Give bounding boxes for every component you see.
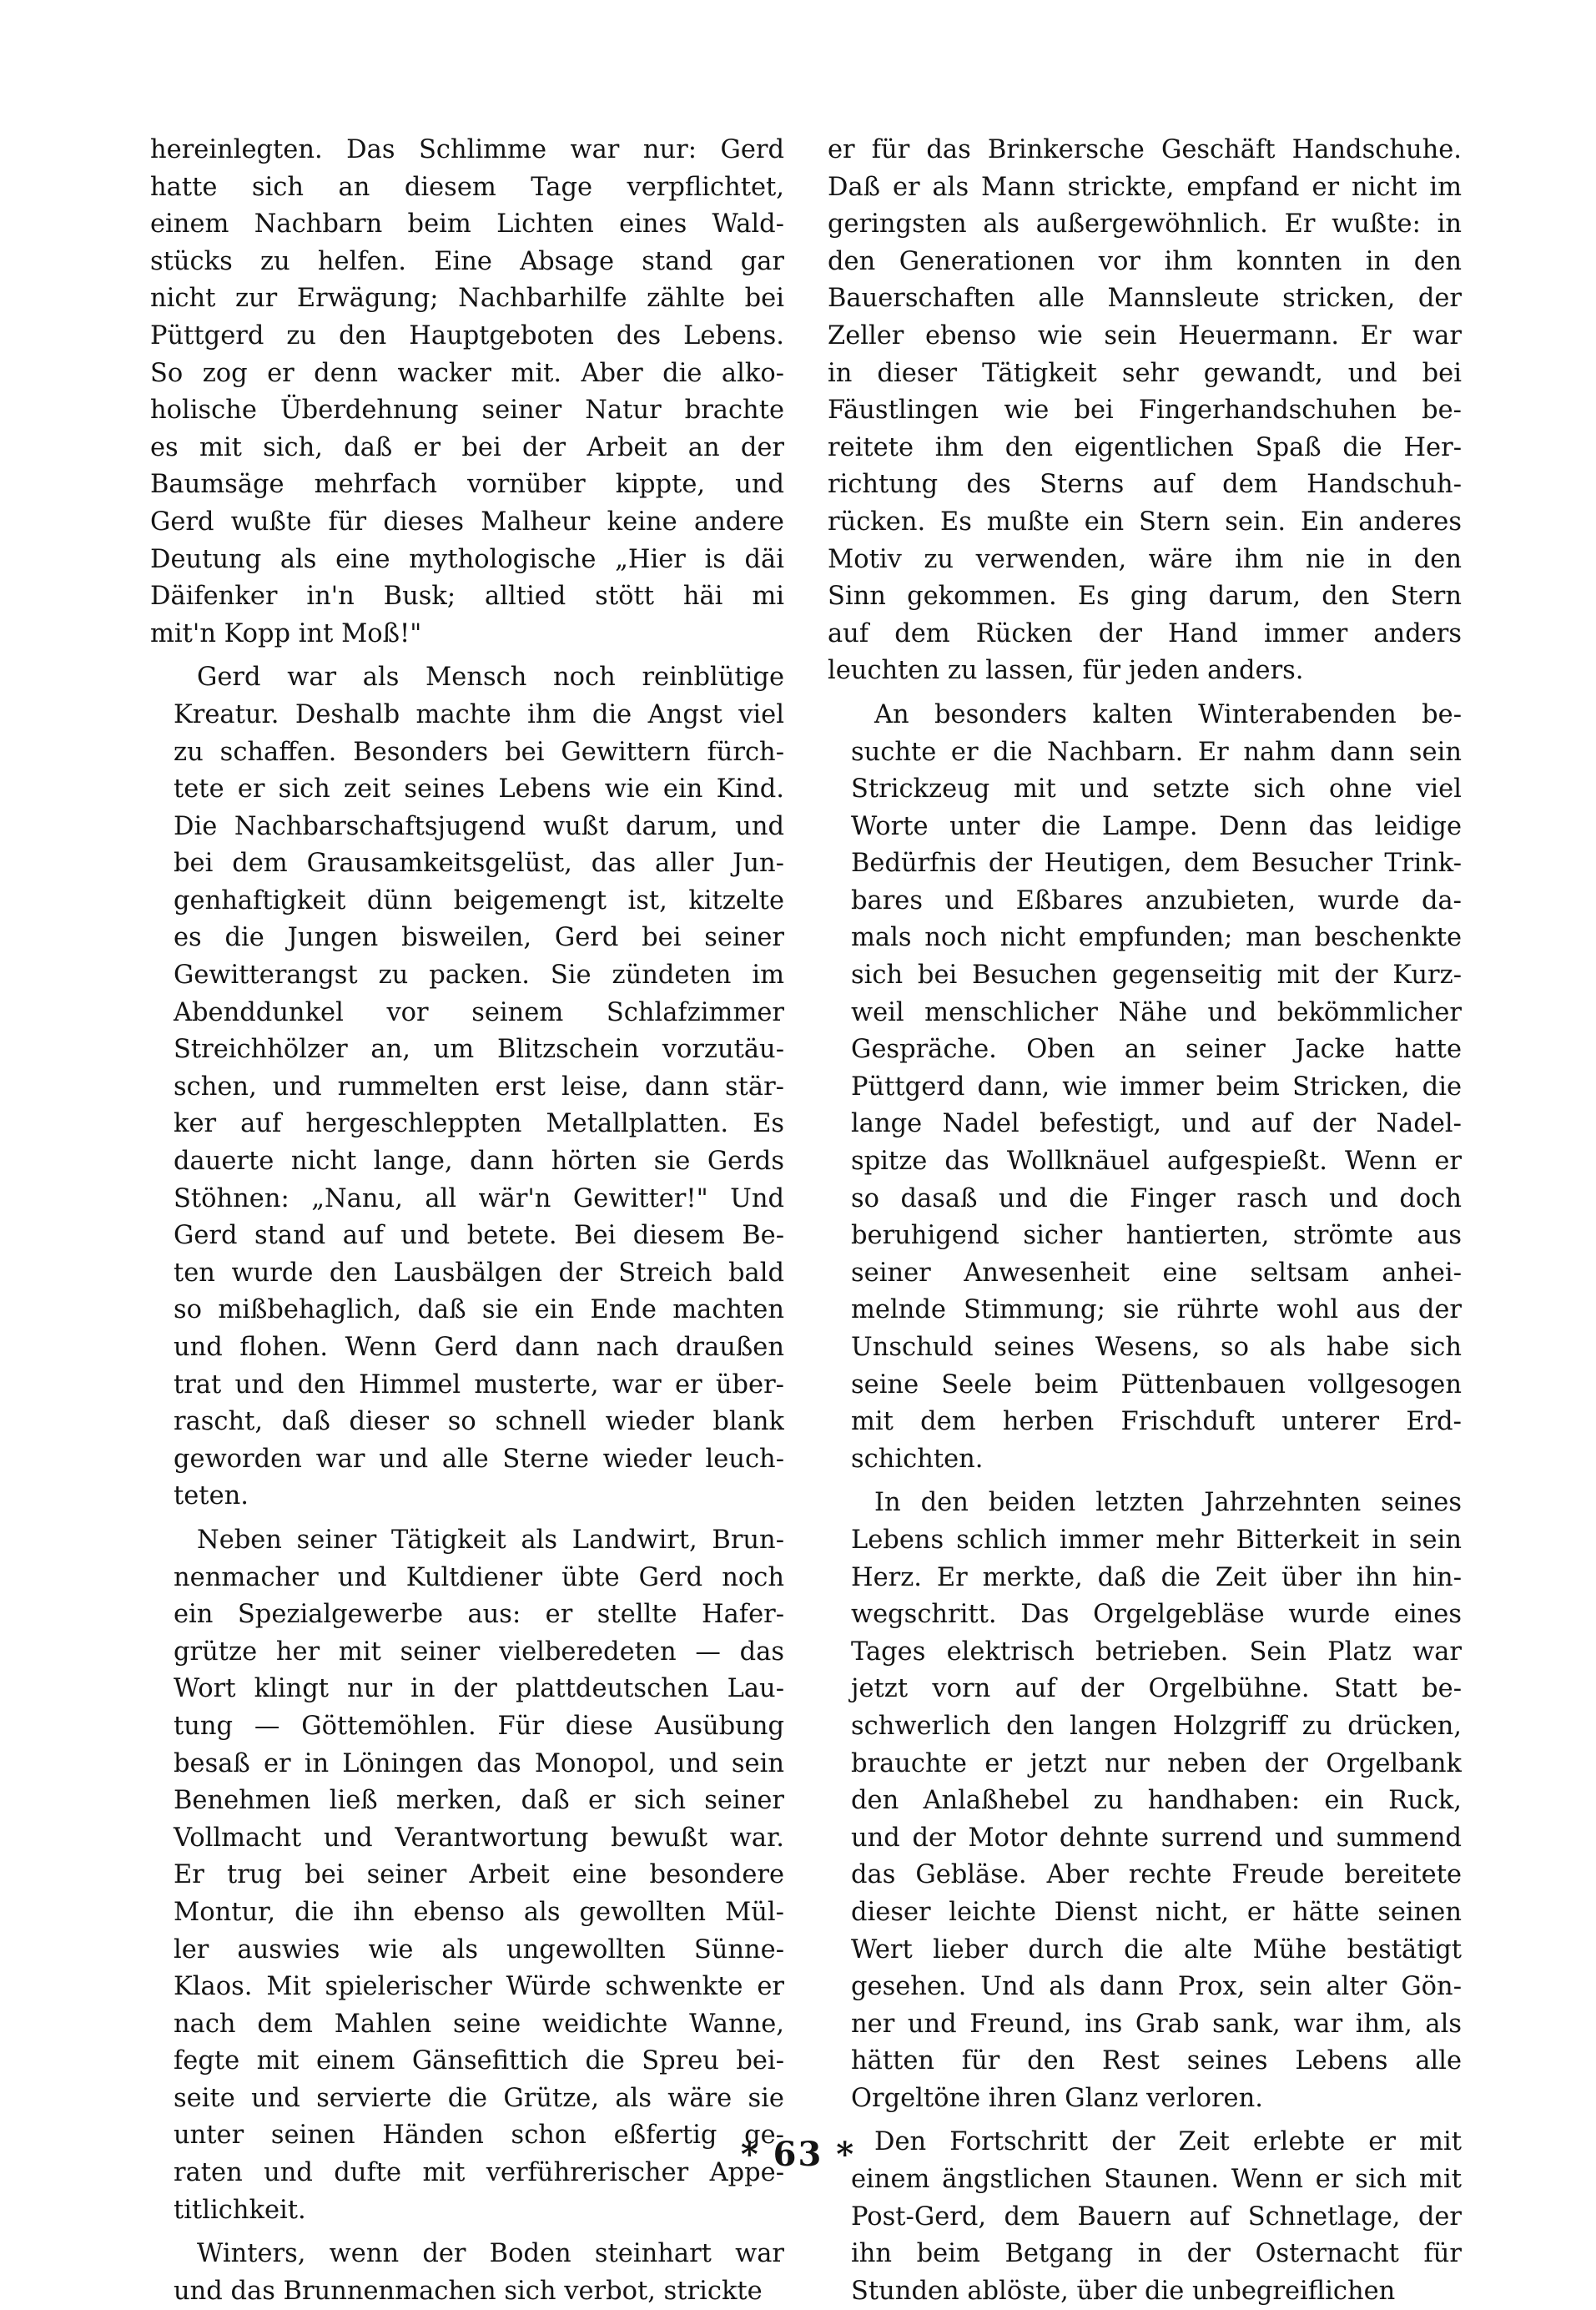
text-line: Neben seiner Tätigkeit als Landwirt, Brun-: [197, 1525, 784, 1555]
text-line: Stunden ablöste, über die unbegreiflichen: [851, 2276, 1396, 2306]
paragraph: [150, 1522, 784, 2229]
text-line: nach dem Mahlen seine weidichte Wanne,: [174, 2009, 784, 2039]
text-line: Strickzeug mit und setzte sich ohne viel: [851, 774, 1462, 804]
text-line: hereinlegten. Das Schlimme war nur: Gerd: [150, 135, 784, 164]
text-line: tete er sich zeit seines Lebens wie ein Kind.: [174, 774, 784, 804]
text-line: genhaftigkeit dünn beigemengt ist, kitzelte: [174, 885, 784, 915]
text-line: dauerte nicht lange, dann hörten sie Gerds: [174, 1147, 784, 1177]
text-line: seiner Anwesenheit eine seltsam anhei-: [851, 1258, 1462, 1288]
text-line: Er trug bei seiner Arbeit eine besondere: [174, 1860, 784, 1890]
text-line: Deutung als eine mythologische „Hier is däi: [150, 544, 784, 574]
text-line: brauchte er jetzt nur neben der Orgelbank: [851, 1748, 1462, 1778]
left-text-column: [150, 132, 784, 2310]
text-line: rücken. Es mußte ein Stern sein. Ein anderes: [828, 507, 1462, 537]
text-line: ten wurde den Lausbälgen der Streich bald: [174, 1258, 784, 1288]
text-line: so dasaß und die Finger rasch und doch: [851, 1183, 1462, 1213]
text-line: fegte mit einem Gänsefittich die Spreu bei-: [174, 2046, 784, 2076]
text-line: Wert lieber durch die alte Mühe bestätigt: [851, 1934, 1462, 1965]
text-line: ker auf hergeschleppten Metallplatten. Es: [174, 1109, 784, 1139]
text-line: das Gebläse. Aber rechte Freude bereitete: [851, 1860, 1462, 1890]
text-line: nicht zur Erwägung; Nachbarhilfe zählte bei: [150, 284, 784, 314]
text-line: tung — Göttemöhlen. Für diese Ausübung: [174, 1711, 784, 1741]
text-line: zu schaffen. Besonders bei Gewittern fürch-: [174, 737, 784, 767]
text-line: Orgeltöne ihren Glanz verloren.: [851, 2083, 1263, 2113]
text-line: den Anlaßhebel zu handhaben: ein Ruck,: [851, 1786, 1462, 1816]
text-line: schen, und rummelten erst leise, dann stär-: [174, 1072, 784, 1102]
text-line: rascht, daß dieser so schnell wieder blank: [174, 1407, 784, 1437]
text-line: geworden war und alle Sterne wieder leuch-: [174, 1444, 784, 1474]
text-line: Gerd stand auf und betete. Bei diesem Be-: [174, 1221, 784, 1251]
right-text-column: [828, 132, 1462, 2310]
text-line: mit dem herben Frischduft unterer Erd-: [851, 1407, 1462, 1437]
text-line: bei dem Grausamkeitsgelüst, das aller Jun-: [174, 849, 784, 879]
text-line: raten und dufte mit verführerischer Appe-: [174, 2158, 784, 2188]
text-line: Post-Gerd, dem Bauern auf Schnetlage, der: [851, 2202, 1462, 2232]
text-line: mals noch nicht empfunden; man beschenkte: [851, 923, 1462, 953]
text-line: besaß er in Löningen das Monopol, und sein: [174, 1748, 784, 1778]
paragraph: [150, 659, 784, 1516]
text-line: einem ängstlichen Staunen. Wenn er sich mit: [851, 2165, 1462, 2195]
text-line: Den Fortschritt der Zeit erlebte er mit: [874, 2127, 1462, 2157]
text-line: hatte sich an diesem Tage verpflichtet,: [150, 172, 784, 202]
text-line: seite und servierte die Grütze, als wäre sie: [174, 2083, 784, 2113]
text-line: mit'n Kopp int Moß!": [150, 618, 422, 648]
text-line: Bedürfnis der Heutigen, dem Besucher Trink-: [851, 849, 1462, 879]
text-line: Daß er als Mann strickte, empfand er nicht im: [828, 172, 1462, 202]
text-line: Zeller ebenso wie sein Heuermann. Er war: [828, 320, 1462, 351]
text-line: und das Brunnenmachen sich verbot, strickte: [174, 2276, 763, 2306]
text-line: In den beiden letzten Jahrzehnten seines: [874, 1488, 1462, 1518]
text-line: beruhigend sicher hantierten, strömte aus: [851, 1221, 1462, 1251]
text-line: schwerlich den langen Holzgriff zu drücken,: [851, 1711, 1462, 1741]
text-line: er für das Brinkersche Geschäft Handschuhe.: [828, 135, 1462, 164]
text-line: Abenddunkel vor seinem Schlafzimmer: [174, 997, 784, 1027]
text-line: und der Motor dehnte surrend und summend: [851, 1823, 1462, 1853]
text-line: trat und den Himmel musterte, war er über-: [174, 1369, 784, 1400]
text-line: sich bei Besuchen gegenseitig mit der Kurz-: [851, 961, 1462, 991]
text-line: so mißbehaglich, daß sie ein Ende machten: [174, 1295, 784, 1325]
text-line: geringsten als außergewöhnlich. Er wußte: in: [828, 209, 1462, 240]
text-line: Montur, die ihn ebenso als gewollten Mül-: [174, 1897, 784, 1927]
text-line: stücks zu helfen. Eine Absage stand gar: [150, 246, 784, 276]
paragraph: [828, 697, 1462, 1478]
text-line: ein Spezialgewerbe aus: er stellte Hafer-: [174, 1600, 784, 1630]
text-line: grütze her mit seiner vielberedeten — das: [174, 1637, 784, 1667]
text-line: Herz. Er merkte, daß die Zeit über ihn hin-: [851, 1562, 1462, 1592]
text-line: leuchten zu lassen, für jeden anders.: [828, 656, 1304, 686]
text-line: Wort klingt nur in der plattdeutschen Lau-: [174, 1674, 784, 1704]
text-line: schichten.: [851, 1444, 984, 1474]
text-line: Kreatur. Deshalb machte ihm die Angst viel: [174, 699, 784, 729]
text-line: Fäustlingen wie bei Fingerhandschuhen be-: [828, 396, 1462, 426]
text-line: unter seinen Händen schon eßfertig ge-: [174, 2121, 784, 2151]
text-line: Tages elektrisch betrieben. Sein Platz war: [851, 1637, 1462, 1667]
text-line: Die Nachbarschaftsjugend wußt darum, und: [174, 811, 784, 841]
text-line: holische Überdehnung seiner Natur brachte: [150, 396, 784, 426]
text-line: lange Nadel befestigt, und auf der Nadel-: [851, 1109, 1462, 1139]
text-line: titlichkeit.: [174, 2195, 306, 2225]
text-line: weil menschlicher Nähe und bekömmlicher: [851, 997, 1462, 1027]
text-line: richtung des Sterns auf dem Handschuh-: [828, 470, 1462, 500]
text-line: den Generationen vor ihm konnten in den: [828, 246, 1462, 276]
text-line: Sinn gekommen. Es ging darum, den Stern: [828, 582, 1462, 612]
text-line: Unschuld seines Wesens, so als habe sich: [851, 1333, 1462, 1362]
text-line: Bauerschaften alle Mannsleute stricken, der: [828, 284, 1462, 314]
text-line: Püttgerd dann, wie immer beim Stricken, die: [851, 1072, 1462, 1102]
text-line: Benehmen ließ merken, daß er sich seiner: [174, 1786, 784, 1816]
text-line: reitete ihm den eigentlichen Spaß die Her-: [828, 432, 1462, 462]
paragraph: [150, 132, 784, 653]
text-line: jetzt vorn auf der Orgelbühne. Statt be-: [851, 1674, 1462, 1704]
page-number: * 63 *: [740, 2135, 856, 2174]
text-line: hätten für den Rest seines Lebens alle: [851, 2046, 1462, 2076]
text-line: Däifenker in'n Busk; alltied stött häi mi: [150, 582, 784, 612]
text-line: Vollmacht und Verantwortung bewußt war.: [174, 1823, 784, 1853]
text-line: Lebens schlich immer mehr Bitterkeit in sein: [851, 1525, 1462, 1555]
text-line: teten.: [174, 1481, 249, 1511]
text-line: auf dem Rücken der Hand immer anders: [828, 618, 1462, 648]
text-line: es die Jungen bisweilen, Gerd bei seiner: [174, 923, 784, 953]
text-line: suchte er die Nachbarn. Er nahm dann sein: [851, 737, 1462, 767]
text-line: seine Seele beim Püttenbauen vollgesogen: [851, 1369, 1462, 1400]
text-line: bares und Eßbares anzubieten, wurde da-: [851, 885, 1462, 915]
text-line: Gerd wußte für dieses Malheur keine andere: [150, 507, 784, 537]
text-line: spitze das Wollknäuel aufgespießt. Wenn er: [851, 1147, 1462, 1177]
paragraph: [828, 132, 1462, 690]
text-line: Klaos. Mit spielerischer Würde schwenkte er: [174, 1972, 784, 2002]
text-line: ler auswies wie als ungewollten Sünne-: [174, 1934, 784, 1965]
text-line: ner und Freund, ins Grab sank, war ihm, als: [851, 2009, 1462, 2039]
text-line: Gespräche. Oben an seiner Jacke hatte: [851, 1035, 1462, 1065]
text-line: wegschritt. Das Orgelgebläse wurde eines: [851, 1600, 1462, 1630]
text-line: Baumsäge mehrfach vornüber kippte, und: [150, 470, 784, 500]
text-line: nenmacher und Kultdiener übte Gerd noch: [174, 1562, 784, 1592]
text-line: Stöhnen: „Nanu, all wär'n Gewitter!" Und: [174, 1183, 784, 1213]
text-line: So zog er denn wacker mit. Aber die alko-: [150, 358, 784, 388]
text-line: Gerd war als Mensch noch reinblütige: [197, 663, 784, 693]
text-line: ihn beim Betgang in der Osternacht für: [851, 2239, 1462, 2269]
text-line: es mit sich, daß er bei der Arbeit an der: [150, 432, 784, 462]
text-line: Motiv zu verwenden, wäre ihm nie in den: [828, 544, 1462, 574]
text-line: Püttgerd zu den Hauptgeboten des Lebens.: [150, 320, 784, 351]
text-line: und flohen. Wenn Gerd dann nach draußen: [174, 1333, 784, 1362]
text-line: Gewitterangst zu packen. Sie zündeten im: [174, 961, 784, 991]
paragraph: [828, 1485, 1462, 2117]
text-line: Worte unter die Lampe. Denn das leidige: [851, 811, 1462, 841]
paragraph: [150, 2236, 784, 2310]
text-line: Winters, wenn der Boden steinhart war: [197, 2239, 784, 2269]
text-line: gesehen. Und als dann Prox, sein alter Gön-: [851, 1972, 1462, 2002]
text-line: melnde Stimmung; sie rührte wohl aus der: [851, 1295, 1462, 1325]
text-line: in dieser Tätigkeit sehr gewandt, und bei: [828, 358, 1462, 388]
text-line: einem Nachbarn beim Lichten eines Wald-: [150, 209, 784, 240]
text-line: An besonders kalten Winterabenden be-: [874, 699, 1462, 729]
text-line: dieser leichte Dienst nicht, er hätte seinen: [851, 1897, 1462, 1927]
text-line: Streichhölzer an, um Blitzschein vorzutäu-: [174, 1035, 784, 1065]
